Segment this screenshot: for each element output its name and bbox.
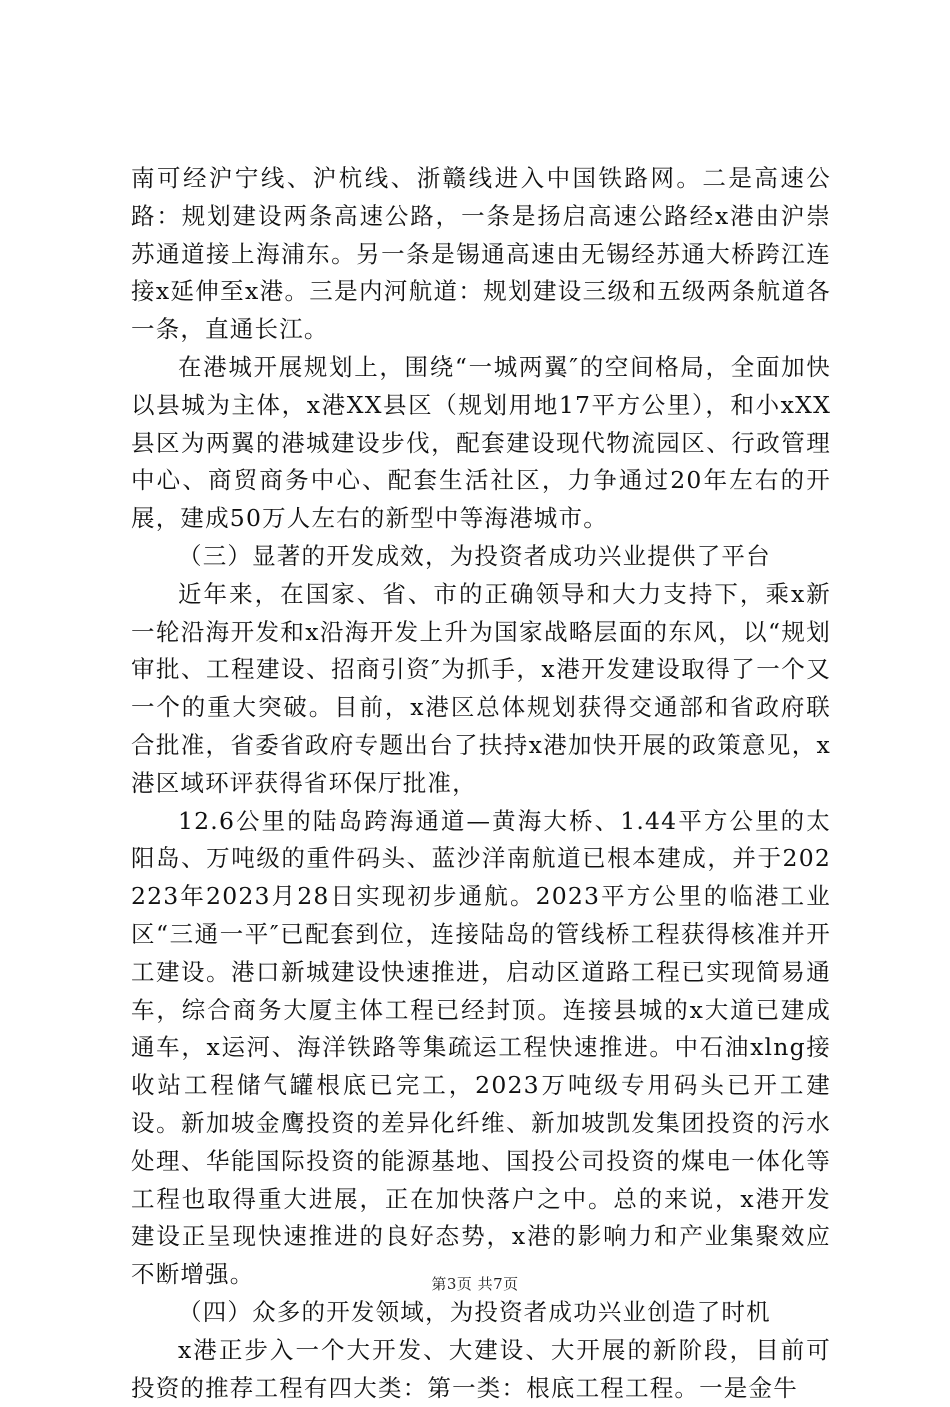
paragraph-investment-projects: x港正步入一个大开发、大建设、大开展的新阶段，目前可投资的推荐工程有四大类：第一类：根底工程工程。一是金牛 bbox=[131, 1335, 831, 1402]
page-number-footer: 第3页 共7页 bbox=[431, 1275, 519, 1293]
document-body bbox=[131, 160, 831, 1407]
paragraph-recent-progress: 近年来，在国家、省、市的正确领导和大力支持下，乘x新一轮沿海开发和x沿海开发上升为国家战略层面的东风，以“规划审批、工程建设、招商引资″为抓手，x港开发建设取得了一个又一个的重大突破。目前，x港区总体规划获得交通部和省政府联合批准，省委省政府专题出台了扶持x港加快开展的政策意见，x港区域环评获得省环保厅批准， bbox=[131, 579, 831, 797]
section-heading-3: （三）显著的开发成效，为投资者成功兴业提供了平台 bbox=[178, 541, 771, 570]
paragraph-transport-continued: 南可经沪宁线、沪杭线、浙赣线进入中国铁路网。二是高速公路：规划建设两条高速公路，一条是扬启高速公路经x港由沪崇苏通道接上海浦东。另一条是锡通高速由无锡经苏通大桥跨江连接x延伸至x港。三是内河航道：规划建设三级和五级两条航道各一条，直通长江。 bbox=[131, 164, 831, 344]
paragraph-infrastructure-achievements: 12.6公里的陆岛跨海通道—黄海大桥、1.44平方公里的太阳岛、万吨级的重件码头、蓝沙洋南航道已根本建成，并于202223年2023月28日实现初步通航。2023平方公里的临港工业区“三通一平″已配套到位，连接陆岛的管线桥工程获得核准并开工建设。港口新城建设快速推进，启动区道路工程已实现简易通车，综合商务大厦主体工程已经封顶。连接县城的x大道已建成通车，x运河、海洋铁路等集疏运工程快速推进。中石油xlng接收站工程储气罐根底已完工，2023万吨级专用码头已开工建设。新加坡金鹰投资的差异化纤维、新加坡凯发集团投资的污水处理、华能国际投资的能源基地、国投公司投资的煤电一体化等工程也取得重大进展，正在加快落户之中。总的来说，x港开发建设正呈现快速推进的良好态势，x港的影响力和产业集聚效应不断增强。 bbox=[131, 806, 831, 1289]
paragraph-port-city-planning: 在港城开展规划上，围绕“一城两翼″的空间格局，全面加快以县城为主体，x港XX县区（规划用地17平方公里），和小xXX县区为两翼的港城建设步伐，配套建设现代物流园区、行政管理中心、商贸商务中心、配套生活社区，力争通过20年左右的开展，建成50万人左右的新型中等海港城市。 bbox=[131, 352, 831, 533]
section-heading-4: （四）众多的开发领域，为投资者成功兴业创造了时机 bbox=[178, 1297, 771, 1326]
